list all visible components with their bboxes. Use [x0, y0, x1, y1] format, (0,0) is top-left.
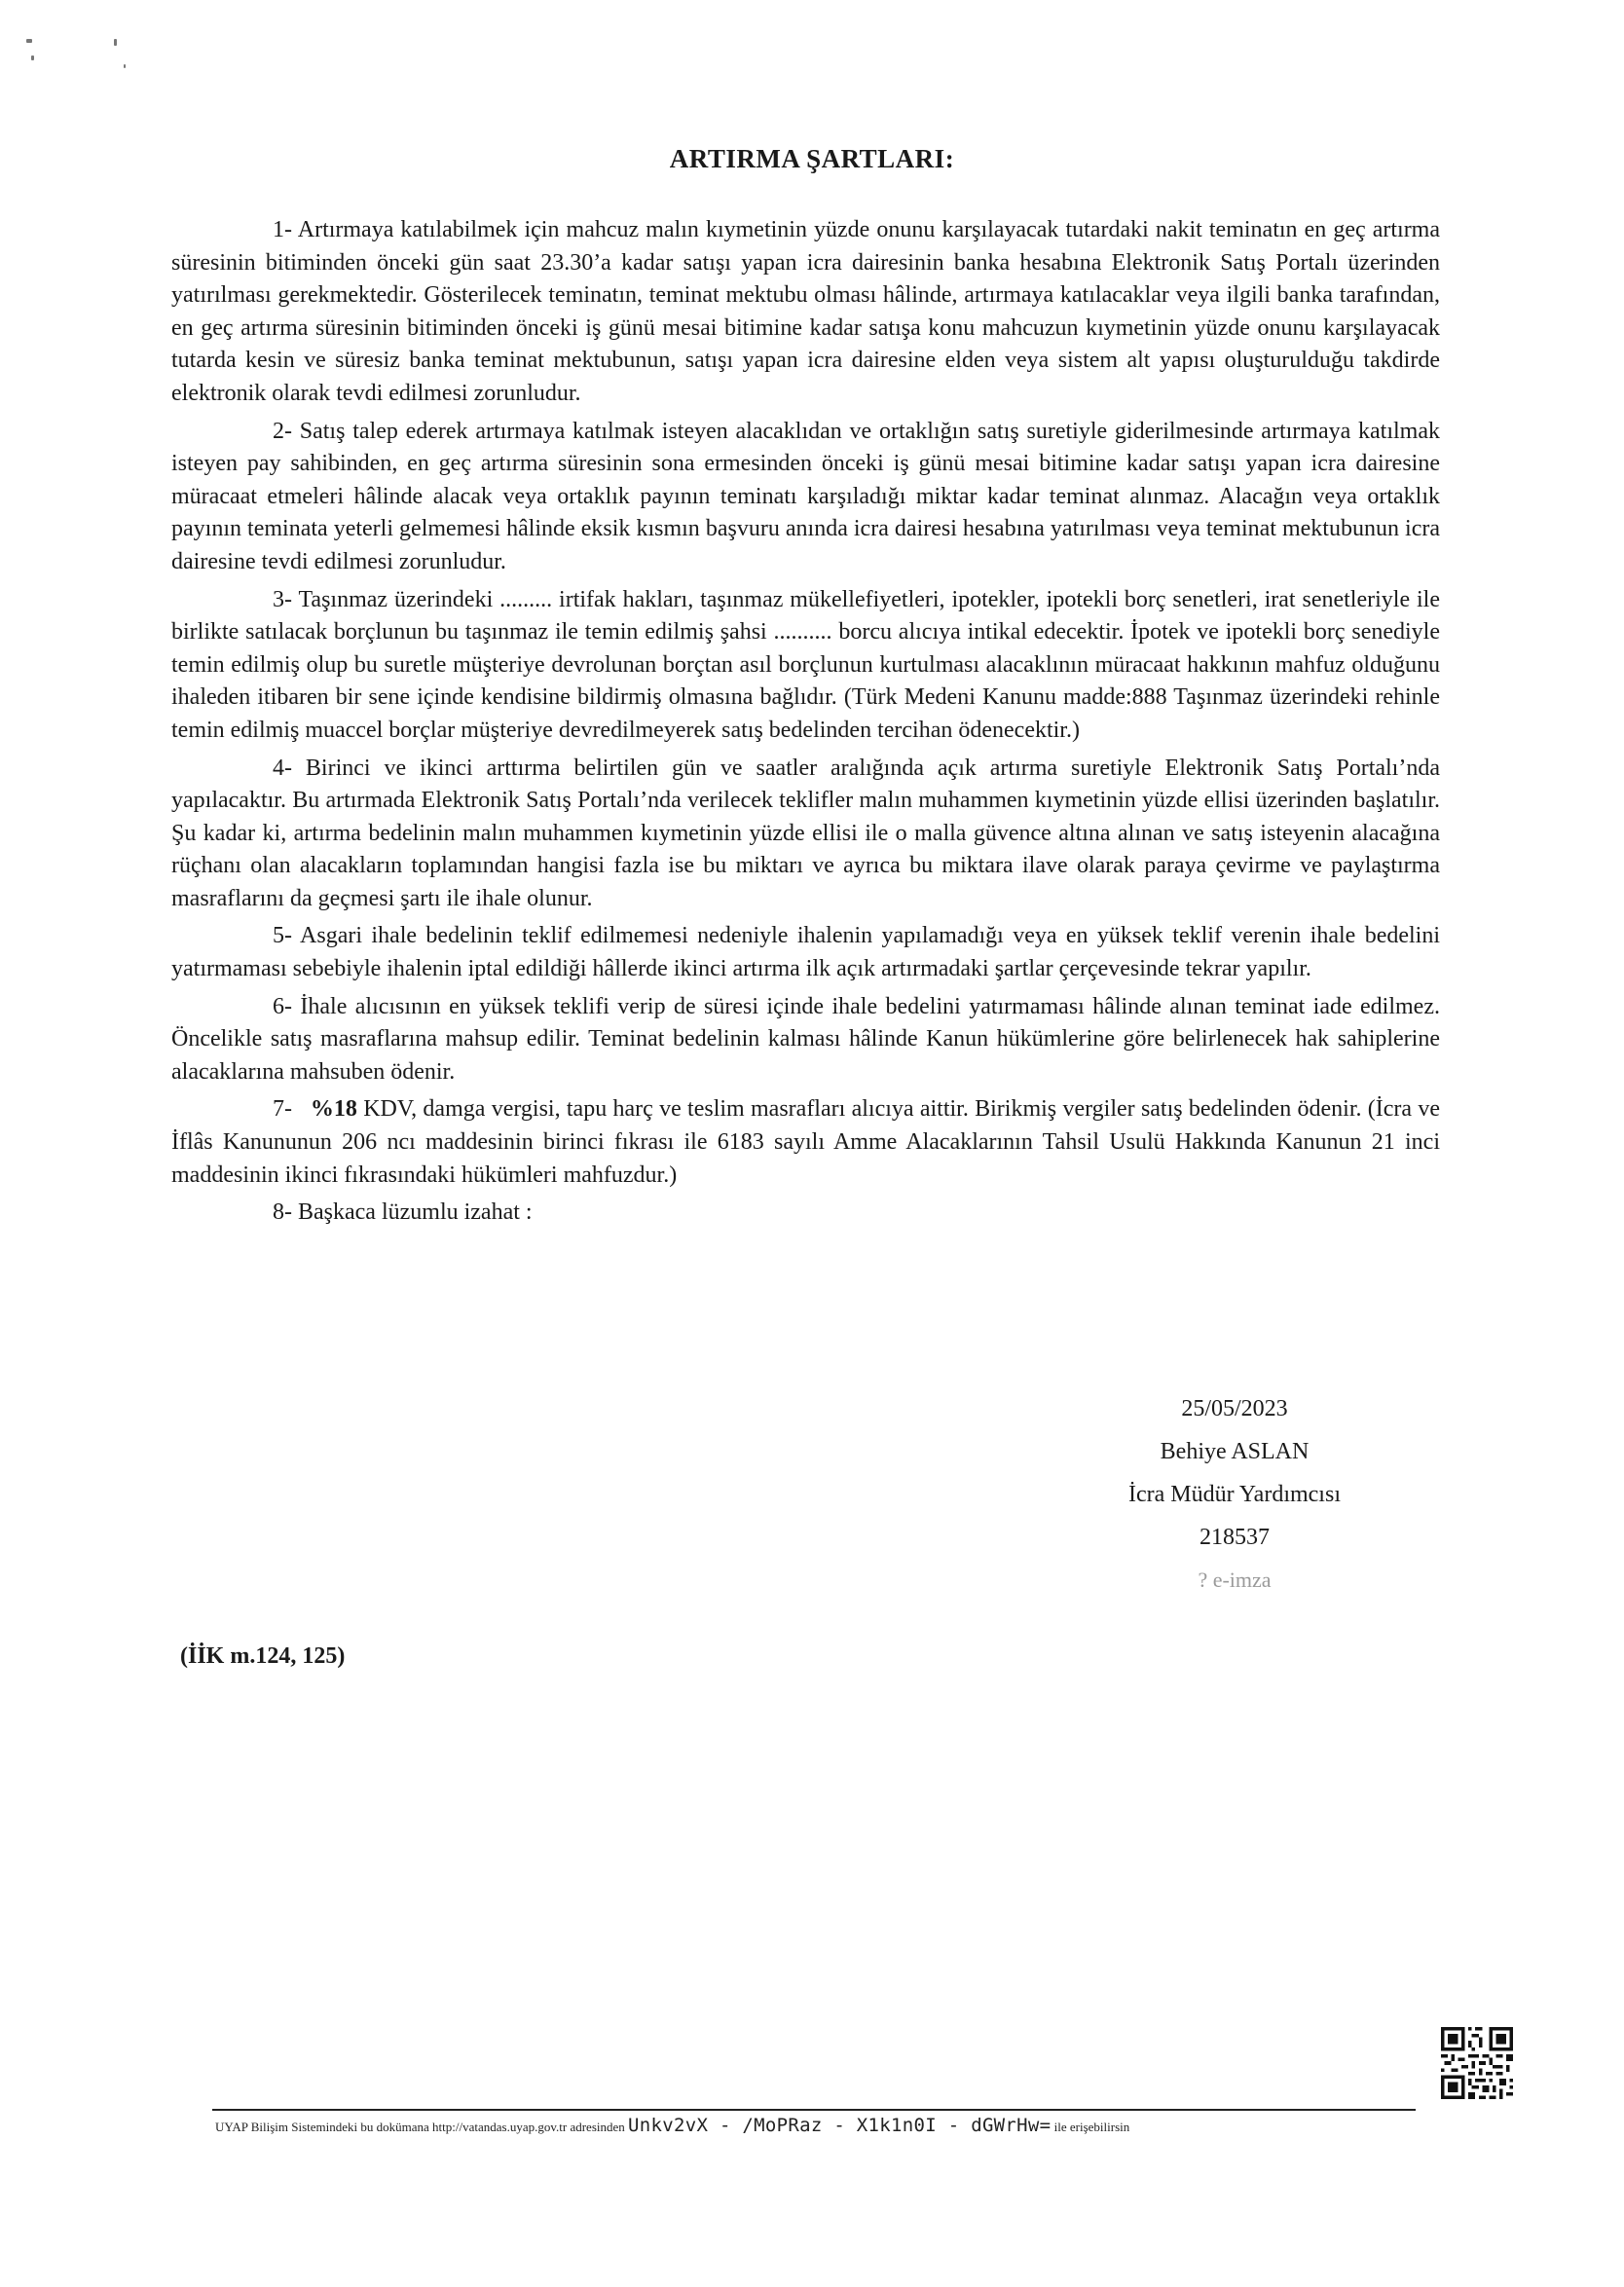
- signature-block: [1069, 1387, 1400, 1602]
- signature-name: Behiye ASLAN: [1160, 1439, 1310, 1464]
- scan-speck: [124, 64, 126, 68]
- footer-divider: [212, 2109, 1416, 2111]
- paragraph-3: 3- Taşınmaz üzerindeki ......... irtifak hakları, taşınmaz mükellefiyetleri, ipotekler, ipotekli borç senetleri, irat senetleriyle ile birlikte satılacak borçlunun bu taşınmaz ile temin edilmiş şahsi .......... borcu alıcıya intikal edecektir. İpotek ve ipotekli borç senediyle temin edilmiş olup bu suretle müşteriye devrolunan borçtan asıl borçlunun kurtulması alacaklının müracaat hakkının mahfuz olduğunu ihaleden itibaren bir sene içinde kendisine bildirmiş olmasına bağlıdır. (Türk Medeni Kanunu madde:888 Taşınmaz üzerindeki rehinle temin edilmiş muaccel borçlar müşteriye devredilmeyerek satış bedelinden tercihan ödenecektir.): [171, 586, 1440, 743]
- kdv-rate: %18: [310, 1096, 357, 1123]
- signature-date: 25/05/2023: [1181, 1396, 1288, 1421]
- paragraph-2: 2- Satış talep ederek artırmaya katılmak isteyen alacaklıdan ve ortaklığın satış suretiyle giderilmesinde artırmaya katılmak isteyen pay sahibinden, en geç artırma süresinin sona ermesinden önceki iş günü mesai bitimine kadar satışı yapan icra dairesine müracaat etmeleri hâlinde alacak veya ortaklık payının teminatı karşıladığı miktar kadar teminat alınmaz. Alacağın veya ortaklık payının teminata yeterli gelmemesi hâlinde eksik kısmın başvuru anında icra dairesi hesabına yatırılması veya teminat mektubunun icra dairesine tevdi edilmesi zorunludur.: [171, 418, 1440, 574]
- paragraph-6: 6- İhale alıcısının en yüksek teklifi verip de süresi içinde ihale bedelini yatırmaması hâlinde alınan teminat iade edilmez. Öncelikle satış masraflarına mahsup edilir. Teminat bedelinin kalması hâlinde Kanun hükümlerine göre belirlenecek hak sahiplerine alacaklarına mahsuben ödenir.: [171, 993, 1440, 1085]
- footer-suffix: ile erişebilirsin: [1053, 2120, 1130, 2134]
- paragraph-7-text: KDV, damga vergisi, tapu harç ve teslim masrafları alıcıya aittir. Birikmiş vergiler satış bedelinden ödenir. (İcra ve İflâs Kanununun 206 ncı maddesinin birinci fıkrası ile 6183 sayılı Amme Alacaklarının Tahsil Usulü Hakkında Kanunun 21 inci maddesinin ikinci fıkrasındaki hükümleri mahfuzdur.): [171, 1096, 1441, 1188]
- footer-verification: [215, 2115, 1422, 2136]
- paragraph-7-number: 7-: [273, 1096, 292, 1123]
- paragraph-7: [171, 1093, 1440, 1192]
- paragraph-1: 1- Artırmaya katılabilmek için mahcuz malın kıymetinin yüzde onunu karşılayacak tutardaki nakit teminatın en geç artırma süresinin bitiminden önceki gün saat 23.30’a kadar satışı yapan icra dairesinin banka hesabına Elektronik Satış Portalı üzerinden yatırılması gerekmektedir. Gösterilecek teminatın, teminat mektubu olması hâlinde, artırmaya katılacaklar veya ilgili banka tarafından, en geç artırma süresinin bitiminden önceki iş günü mesai bitimine kadar satışa konu mahcuzun kıymetinin yüzde onunu karşılayacak tutarda kesin ve süresiz banka teminat mektubunun, satışı yapan icra dairesine elden veya sistem alt yapısı oluşturulduğu takdirde elektronik olarak tevdi edilmesi zorunludur.: [171, 217, 1440, 406]
- paragraph-5: 5- Asgari ihale bedelinin teklif edilmemesi nedeniyle ihalenin yapılamadığı veya en yüksek teklif verenin ihale bedelini yatırmaması sebebiyle ihalenin iptal edildiği hâllerde ikinci artırma ilk açık artırmadaki şartlar çerçevesinde tekrar yapılır.: [171, 923, 1440, 982]
- document-title: ARTIRMA ŞARTLARI:: [669, 144, 955, 173]
- e-signature-mark: ? e-imza: [1198, 1568, 1272, 1592]
- scan-speck: [31, 55, 34, 60]
- signature-id: 218537: [1200, 1525, 1270, 1550]
- verification-code: Unkv2vX - /MoPRaz - X1k1n0I - dGWrHw=: [628, 2115, 1052, 2136]
- scan-speck: [26, 39, 32, 43]
- paragraph-8: [171, 1197, 1440, 1230]
- footer-prefix: UYAP Bilişim Sistemindeki bu dokümana http://vatandas.uyap.gov.tr adresinden: [215, 2120, 625, 2134]
- scan-speck: [114, 39, 117, 46]
- paragraph-8-label: 8- Başkaca lüzumlu izahat :: [273, 1199, 533, 1226]
- law-reference: (İİK m.124, 125): [180, 1643, 346, 1669]
- document-body: [171, 214, 1440, 1235]
- qr-code-icon: [1441, 2027, 1513, 2099]
- paragraph-4: 4- Birinci ve ikinci arttırma belirtilen gün ve saatler aralığında açık artırma suretiyle Elektronik Satış Portalı’nda yapılacaktır. Bu artırmada Elektronik Satış Portalı’nda verilecek teklifler malın muhammen kıymetinin yüzde ellisi üzerinden başlatılır. Şu kadar ki, artırma bedelinin malın muhammen kıymetinin yüzde ellisi ile o malla güvence altına alınan ve satış isteyenin alacağına rüçhanı olan alacakların toplamından hangisi fazla ise bu miktarı ve ayrıca bu miktara ilave olarak paraya çevirme ve paylaştırma masraflarını da geçmesi şartı ile ihale olunur.: [171, 755, 1440, 911]
- signature-role: İcra Müdür Yardımcısı: [1128, 1482, 1341, 1507]
